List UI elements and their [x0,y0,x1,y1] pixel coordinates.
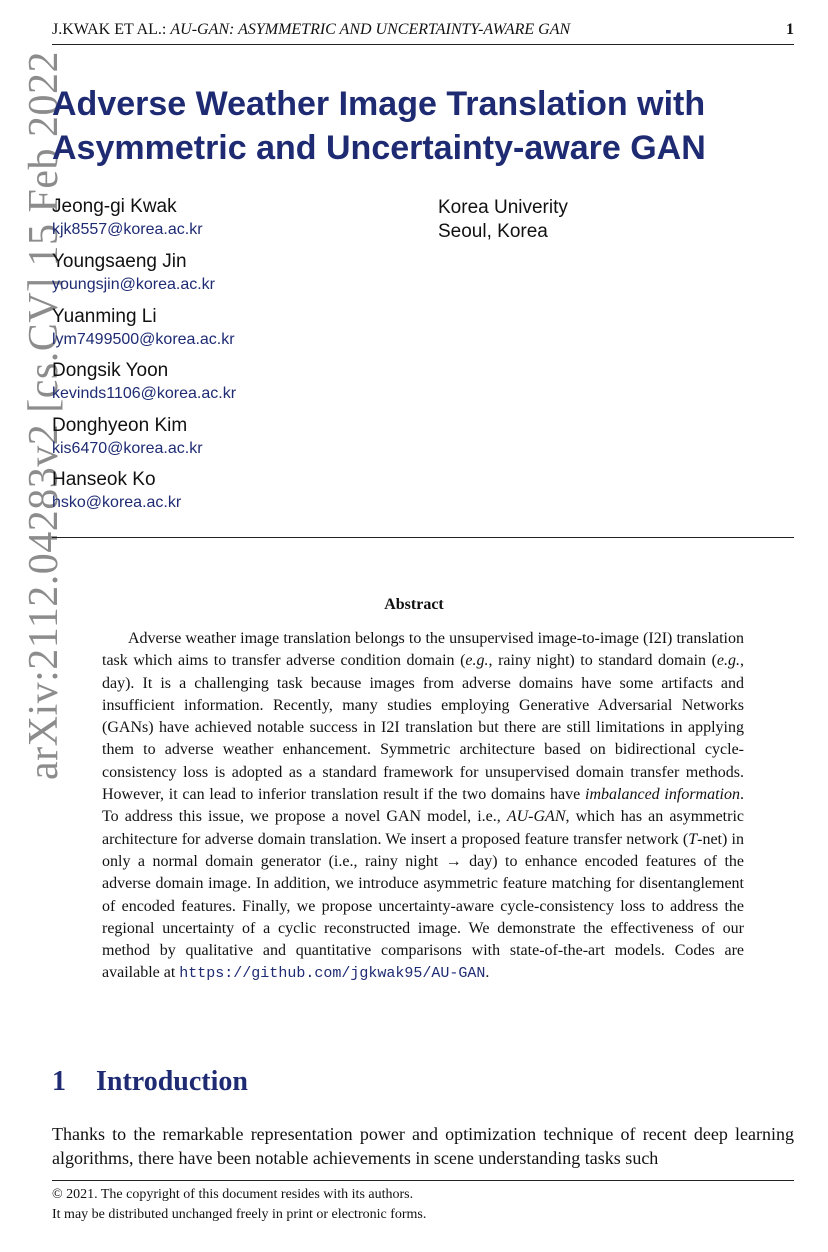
abstract-text: , day). It is a challenging task because images from adverse domains have some artifacts and insufficient information. Recently, many studies employing Generative Adversarial Networks (GANs) have achieved notable success in I2I translation but there are still limitations in applying them to adverse weather enhancement. Symmetric architecture based on bidirectional cycle-consistency loss is adopted as a standard framework for unsupervised domain transfer methods. However, it can lead to inferior translation result if the two domains have [102,652,745,804]
footer-divider [52,1180,794,1181]
abstract-emphasis: T [688,830,698,848]
author-email-link[interactable]: lym7499500@korea.ac.kr [52,331,235,348]
affiliation-location: Seoul, Korea [438,221,548,242]
author-name: Hanseok Ko [52,469,156,490]
abstract-emphasis: imbalanced information [585,786,740,804]
author-name: Youngsaeng Jin [52,251,187,272]
author-divider [52,537,794,538]
abstract-text: Adverse weather image translation belongs to the unsupervised image-to-image (I2I) translation task which aims to transfer adverse condition domain ( [102,630,744,670]
author-email-link[interactable]: kevinds1106@korea.ac.kr [52,385,237,402]
abstract-emphasis: e.g. [716,652,741,670]
author-name: Jeong-gi Kwak [52,196,177,217]
running-title [52,21,570,39]
abstract-text: . To address this issue, we propose a novel GAN model, i.e., [102,786,744,826]
footer [52,1185,426,1225]
abstract-text: , which has an asymmetric architecture for adverse domain translation. We insert a proposed feature transfer network ( [102,808,745,848]
abstract-text: . [485,964,490,982]
running-short-title: AU-GAN: ASYMMETRIC AND UNCERTAINTY-AWARE GAN [170,21,571,38]
paper-title: Adverse Weather Image Translation with Asymmetric and Uncertainty-aware GAN [52,85,706,167]
author-block [52,415,392,459]
author-email-link[interactable]: youngsjin@korea.ac.kr [52,276,215,293]
affiliation-institution: Korea Univerity [438,197,568,218]
section-number: 1 [52,1066,66,1097]
abstract-text: , rainy night) to standard domain ( [488,652,717,670]
author-block [52,196,392,240]
author-name: Donghyeon Kim [52,415,188,436]
author-block [52,360,392,404]
author-name: Dongsik Yoon [52,360,169,381]
author-email-link[interactable]: kjk8557@korea.ac.kr [52,221,203,238]
abstract-emphasis: AU-GAN [506,808,566,826]
running-authors: J.KWAK ET AL.: [52,21,167,38]
author-block [52,306,392,350]
introduction-text: Thanks to the remarkable representation power and optimization technique of recent deep learning algorithms, there have been notable achievements in scene understanding tasks such [52,1124,794,1168]
author-email-link[interactable]: hsko@korea.ac.kr [52,494,182,511]
running-header [52,20,794,45]
author-name: Yuanming Li [52,306,157,327]
author-email-link[interactable]: kis6470@korea.ac.kr [52,440,203,457]
footer-copyright: © 2021. The copyright of this document resides with its authors. [52,1187,414,1202]
author-block [52,251,392,295]
arxiv-stamp: arXiv:2112.04283v2 [cs.CV] 15 Feb 2022 [21,50,67,780]
abstract-heading: Abstract [384,596,444,613]
author-block [52,469,392,513]
section-title: Introduction [96,1066,248,1097]
affiliation [438,196,568,244]
page-number: 1 [786,21,794,38]
abstract-emphasis: e.g. [465,652,489,670]
section-heading-introduction [52,1066,248,1098]
code-link[interactable]: https://github.com/jgkwak95/AU-GAN [179,965,486,983]
footer-distribution: It may be distributed unchanged freely in print or electronic forms. [52,1207,427,1222]
abstract-body [102,628,744,986]
abstract-text: -net) in only a normal domain generator (i.e., rainy night → day) to enhance encoded features of the adverse domain image. In addition, we introduce asymmetric feature matching for disentanglement of encoded features. Finally, we propose uncertainty-aware cycle-consistency loss to address the regional uncertainty of a cyclic reconstructed image. We demonstrate the effectiveness of our method by qualitative and quantitative comparisons with state-of-the-art models. Codes are available at [102,830,744,982]
